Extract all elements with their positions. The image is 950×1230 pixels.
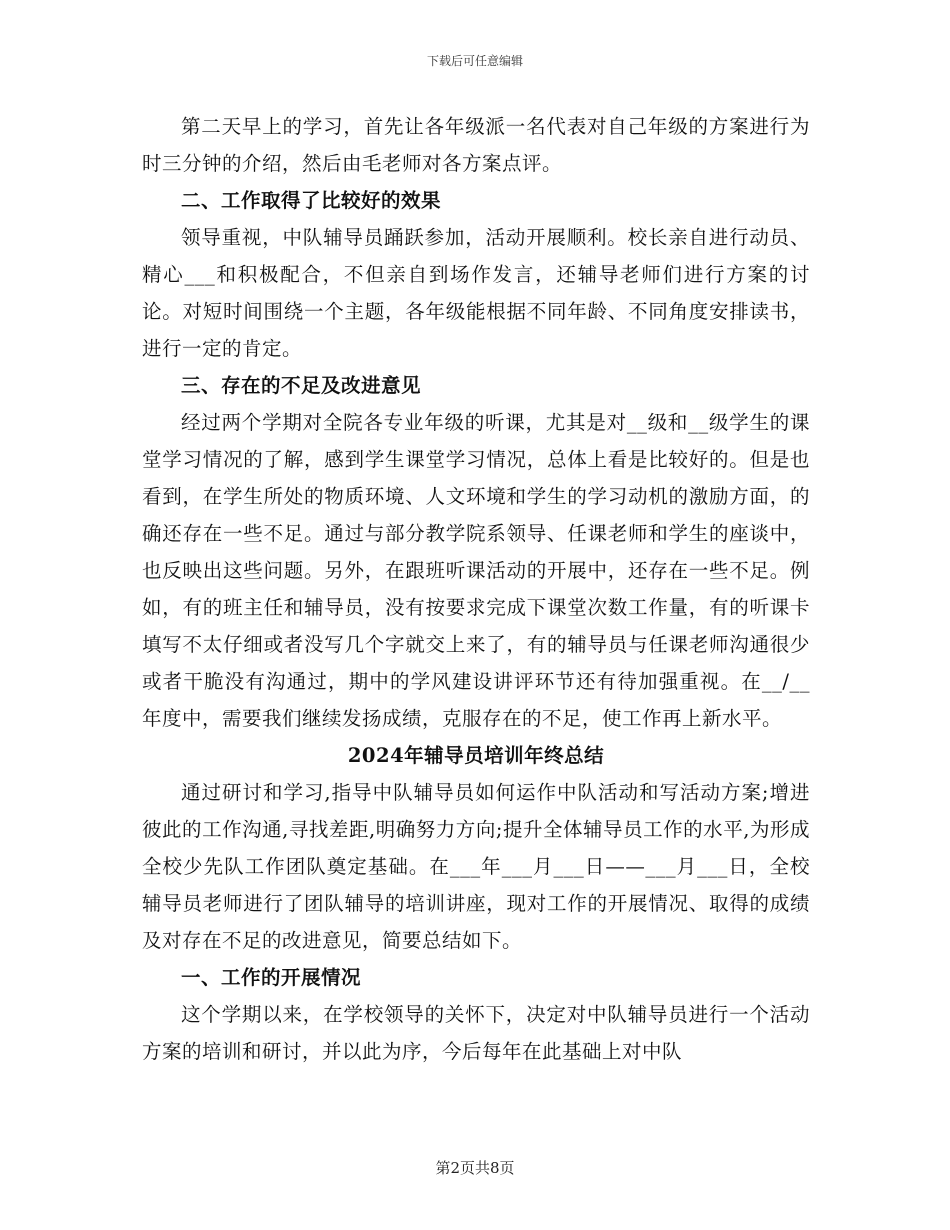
header-note: 下载后可任意编辑	[426, 54, 523, 68]
page-number: 第2页共8页	[435, 1159, 515, 1177]
paragraph-intro: 通过研讨和学习,指导中队辅导员如何运作中队活动和写活动方案;增进彼此的工作沟通,寻找差距,明确努力方向;提升全体辅导员工作的水平,为形成全校少先队工作团队奠定基础。在___年___月___日——___月___日，全校辅导员老师进行了团队辅导的培训讲座，现对工作的开展情况、取得的成绩及对存在不足的改进意见，简要总结如下。	[142, 781, 810, 952]
paragraph-shortcomings: 经过两个学期对全院各专业年级的听课，尤其是对__级和__级学生的课堂学习情况的了解，感到学生课堂学习情况，总体上看是比较好的。但是也看到，在学生所处的物质环境、人文环境和学生的学习动机的激励方面，的确还存在一些不足。通过与部分教学院系领导、任课老师和学生的座谈中，也反映出这些问题。另外，在跟班听课活动的开展中，还存在一些不足。例如，有的班主任和辅导员，没有按要求完成下课堂次数工作量，有的听课卡填写不太仔细或者没写几个字就交上来了，有的辅导员与任课老师沟通很少或者干脆没有沟通过，期中的学风建设讲评环节还有待加强重视。在__/__年度中，需要我们继续发扬成绩，克服存在的不足，使工作再上新水平。	[142, 411, 810, 730]
paragraph-study-morning: 第二天早上的学习，首先让各年级派一名代表对自己年级的方案进行为时三分钟的介绍，然后由毛老师对各方案点评。	[142, 115, 810, 175]
section-heading-results: 二、工作取得了比较好的效果	[181, 189, 442, 212]
paragraph-progress: 这个学期以来，在学校领导的关怀下，决定对中队辅导员进行一个活动方案的培训和研讨，并以此为序，今后每年在此基础上对中队	[142, 1003, 810, 1063]
document-title: 2024年辅导员培训年终总结	[347, 744, 605, 767]
document-body	[142, 108, 810, 1070]
paragraph-results: 领导重视，中队辅导员踊跃参加，活动开展顺利。校长亲自进行动员、精心___和积极配合，不但亲自到场作发言，还辅导老师们进行方案的讨论。对短时间围绕一个主题，各年级能根据不同年龄、不同角度安排读书，进行一定的肯定。	[142, 226, 810, 360]
section-heading-shortcomings: 三、存在的不足及改进意见	[181, 374, 422, 397]
section-heading-progress: 一、工作的开展情况	[181, 966, 362, 989]
